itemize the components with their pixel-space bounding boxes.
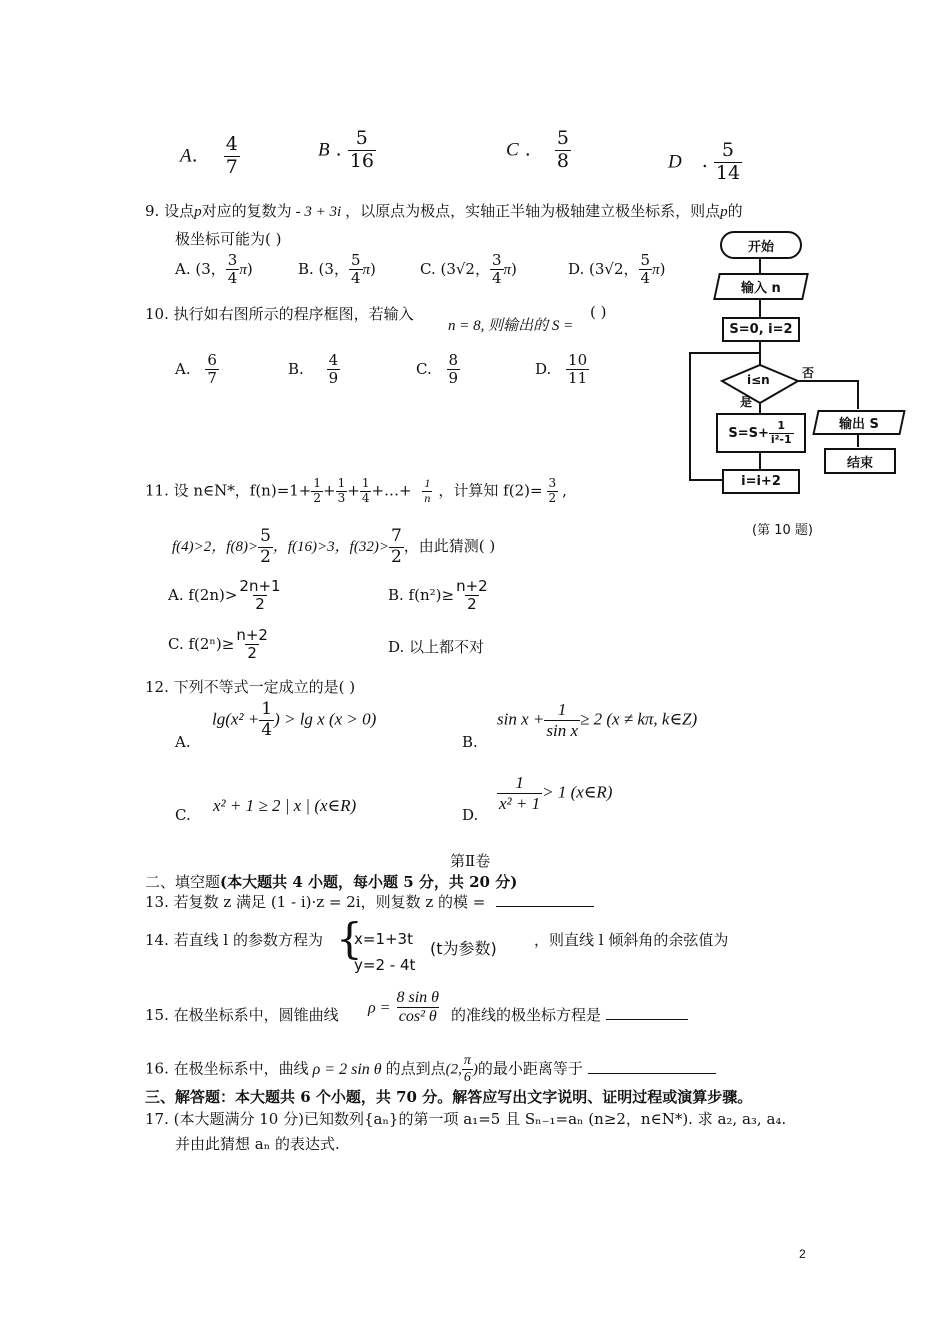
q12-option-d-label: D.	[462, 806, 479, 824]
q12-option-c-expr: x² + 1 ≥ 2 | x | (x∈R)	[213, 796, 357, 815]
flowchart-yes-label: 是	[740, 395, 753, 409]
q9-option-d: D. (3√2， $\frac{5}{4}$ π)	[568, 251, 666, 288]
option-label: D	[668, 151, 682, 173]
q10-paren: ( )	[590, 303, 607, 321]
flowchart-condition: i≤n	[747, 373, 770, 387]
q12-option-b-label: B.	[462, 733, 478, 751]
part2-title: 第Ⅱ卷	[450, 852, 491, 870]
q17-line1: 17. (本大题满分 10 分)已知数列{aₙ}的第一项 a₁=5 且 Sₙ₋₁=aₙ (n≥2，n∈N*). 求 a₂, a₃, a₄.	[145, 1110, 787, 1128]
q12-option-c-label: C.	[175, 806, 191, 824]
fraction: $\frac{5}{16}$	[349, 127, 374, 172]
q15: 15. 在极坐标系中，圆锥曲线	[145, 1006, 339, 1024]
page-number: 2	[799, 1247, 806, 1261]
flowchart-start: 开始	[720, 231, 802, 259]
q10-option-a: A. $\frac{6}{7}$	[175, 351, 217, 388]
q11-stem: 11. 设 n∈N*，f(n)=1+ $\frac{1}{2}$ + $\frac{1}{3}$ + $\frac{1}{4}$ +…+ $\frac{1}{n}$ ，计算知 f(2)= $\frac{3}{2}$ ,	[145, 476, 567, 505]
flowchart-update-s: S=S+ $\frac{1}{\text{i²-1}}$	[716, 413, 806, 453]
q11-option-c: C. f(2ⁿ)≥ $\frac{n+2}{2}$	[168, 626, 268, 663]
q9-stem: 9. 设点p对应的复数为 - 3 + 3i ，以原点为极点，实轴正半轴为极轴建立极坐标系，则点p的	[145, 202, 743, 220]
q9-option-a: A. (3， $\frac{3}{4}$ π)	[175, 251, 253, 288]
answer-blank[interactable]	[496, 906, 594, 907]
q16: 16. 在极坐标系中，曲线 ρ = 2 sin θ 的点到点(2, $\frac{\pi}{6}$ )的最小距离等于	[145, 1053, 716, 1086]
q12-option-a-expr: lg(x² + $\frac{1}{4}$ ) > lg x (x > 0)	[212, 699, 377, 740]
part2-section: 二、填空题(本大题共 4 小题，每小题 5 分，共 20 分)	[145, 873, 518, 891]
q10-option-b: B. $\frac{4}{9}$	[288, 351, 339, 388]
option-label: B	[318, 139, 330, 161]
q10-option-c: C. $\frac{8}{9}$	[416, 351, 459, 388]
q11-option-a: A. f(2n)> $\frac{2n+1}{2}$	[168, 577, 281, 614]
q9-option-b: B. (3， $\frac{5}{4}$ π)	[298, 251, 376, 288]
q14-brace: {	[336, 914, 363, 963]
q14: 14. 若直线 l 的参数方程为	[145, 931, 323, 949]
q14-param-note: (t为参数)	[430, 939, 497, 958]
q14-tail: ，则直线 l 倾斜角的余弦值为	[534, 931, 729, 949]
q12-option-d-expr: $\frac{1}{\text{x² + 1}}$ > 1 (x∈R)	[499, 773, 613, 813]
q10-stem: 10. 执行如右图所示的程序框图，若输入	[145, 305, 414, 323]
q15-tail: 的准线的极坐标方程是	[451, 1004, 688, 1025]
option-label: C	[506, 139, 519, 161]
q12-option-b-expr: sin x + $\frac{1}{\text{sin x}}$ ≥ 2 (x ≠ kπ, k∈Z)	[497, 700, 698, 740]
part3-heading: 三、解答题：本大题共 6 个小题，共 70 分。解答应写出文字说明、证明过程或演算步骤。	[145, 1088, 753, 1106]
flowchart-caption: (第 10 题)	[752, 523, 813, 538]
fraction: $\frac{4}{7}$	[225, 133, 238, 178]
option-label: A	[180, 145, 192, 167]
q8-option-b: B . $\frac{5}{16}$	[318, 127, 374, 172]
q17-line2: 并由此猜想 aₙ 的表达式.	[175, 1135, 340, 1153]
q11-line2: f(4)>2，f(8)> $\frac{5}{2}$ ，f(16)>3，f(32)> $\frac{7}{2}$ ，由此猜测( )	[172, 526, 496, 567]
q10-option-d: D. $\frac{10}{11}$	[535, 351, 588, 388]
flowchart-init: S=0, i=2	[722, 317, 800, 342]
q11-option-d: D. 以上都不对	[388, 638, 485, 656]
flowchart-no-label: 否	[802, 366, 815, 380]
q12-stem: 12. 下列不等式一定成立的是( )	[145, 678, 356, 696]
answer-blank[interactable]	[606, 1019, 688, 1020]
q13: 13. 若复数 z 满足 (1 - i)·z = 2i，则复数 z 的模 =	[145, 891, 594, 912]
answer-blank[interactable]	[588, 1073, 716, 1074]
q14-equations: x=1+3t y=2 - 4t	[354, 930, 416, 974]
fraction: $\frac{5}{8}$	[556, 127, 569, 172]
q8-option-d: D . $\frac{5}{14}$	[668, 139, 741, 184]
flowchart-input: 输入 n	[713, 273, 809, 300]
fraction: $\frac{5}{14}$	[715, 139, 741, 184]
q9-stem-line2: 极坐标可能为( )	[175, 230, 282, 248]
flowchart-update-i: i=i+2	[722, 469, 800, 494]
q15-formula: ρ = $\frac{\text{8 sin θ}}{\text{cos² θ}}$	[368, 989, 440, 1026]
q11-option-b: B. f(n²)≥ $\frac{n+2}{2}$	[388, 577, 488, 614]
flowchart-output: 输出 S	[812, 410, 905, 435]
q12-option-a-label: A.	[175, 733, 191, 751]
q9-option-c: C. (3√2， $\frac{3}{4}$ π)	[420, 251, 517, 288]
q10-condition: n = 8, 则输出的 S =	[448, 318, 574, 334]
flowchart-end: 结束	[824, 448, 896, 474]
q8-option-a: A. $\frac{4}{7}$	[180, 133, 238, 178]
q8-option-c: C . $\frac{5}{8}$	[506, 127, 569, 172]
